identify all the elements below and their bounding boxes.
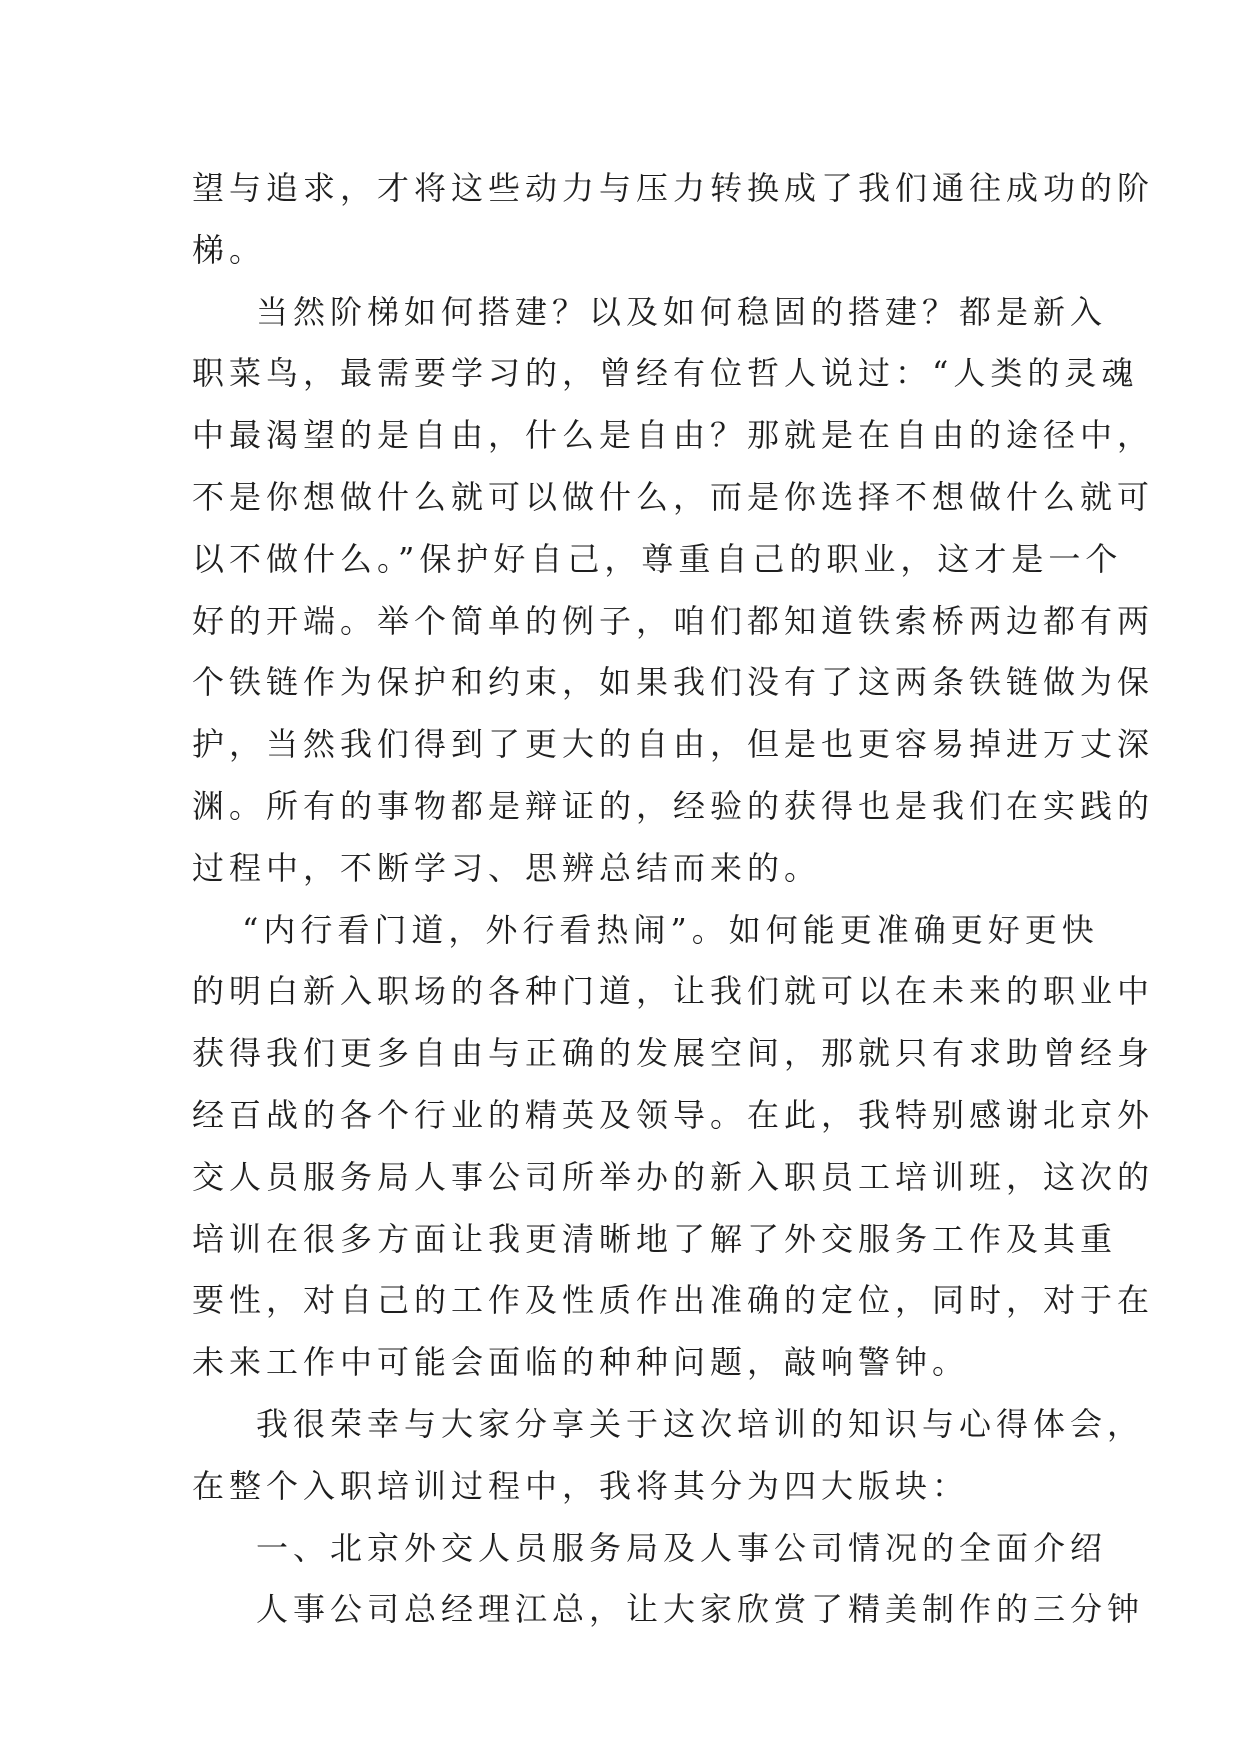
text-line: 渊。所有的事物都是辩证的，经验的获得也是我们在实践的	[192, 786, 1155, 825]
paragraph-first-line: 当然阶梯如何搭建？以及如何稳固的搭建？都是新入	[256, 292, 1108, 331]
section-heading: 一、北京外交人员服务局及人事公司情况的全面介绍	[256, 1528, 1108, 1567]
text-line: 个铁链作为保护和约束，如果我们没有了这两条铁链做为保	[192, 663, 1155, 702]
body-text	[192, 158, 1155, 1641]
text-line: 职菜鸟，最需要学习的，曾经有位哲人说过：“人类的灵魂	[192, 354, 1139, 393]
text-line: 经百战的各个行业的精英及领导。在此，我特别感谢北京外	[192, 1095, 1155, 1134]
text-line: 获得我们更多自由与正确的发展空间，那就只有求助曾经身	[192, 1034, 1155, 1073]
text-line: 护，当然我们得到了更大的自由，但是也更容易掉进万丈深	[192, 725, 1155, 764]
text-line: 培训在很多方面让我更清晰地了解了外交服务工作及其重	[192, 1219, 1118, 1258]
text-line: 在整个入职培训过程中，我将其分为四大版块：	[192, 1466, 970, 1505]
text-line: 中最渴望的是自由，什么是自由？那就是在自由的途径中，	[192, 416, 1155, 455]
text-line: 要性，对自己的工作及性质作出准确的定位，同时，对于在	[192, 1281, 1155, 1320]
paragraph-first-line: “内行看门道，外行看热闹”。如何能更准确更好更快	[242, 910, 1099, 949]
text-line: 不是你想做什么就可以做什么，而是你选择不想做什么就可	[192, 477, 1155, 516]
text-line: 以不做什么。”保护好自己，尊重自己的职业，这才是一个	[192, 539, 1123, 578]
text-line: 交人员服务局人事公司所举办的新入职员工培训班，这次的	[192, 1157, 1155, 1196]
paragraph-first-line: 我很荣幸与大家分享关于这次培训的知识与心得体会，	[256, 1404, 1145, 1443]
text-line: 过程中，不断学习、思辨总结而来的。	[192, 848, 822, 887]
text-line: 梯。	[192, 230, 267, 269]
text-line: 望与追求，才将这些动力与压力转换成了我们通往成功的阶	[192, 169, 1155, 207]
text-line: 好的开端。举个简单的例子，咱们都知道铁索桥两边都有两	[192, 601, 1155, 640]
text-line: 未来工作中可能会面临的种种问题，敲响警钟。	[192, 1343, 970, 1382]
text-line: 的明白新入职场的各种门道，让我们就可以在未来的职业中	[192, 972, 1155, 1011]
paragraph-first-line: 人事公司总经理江总，让大家欣赏了精美制作的三分钟	[256, 1590, 1145, 1629]
